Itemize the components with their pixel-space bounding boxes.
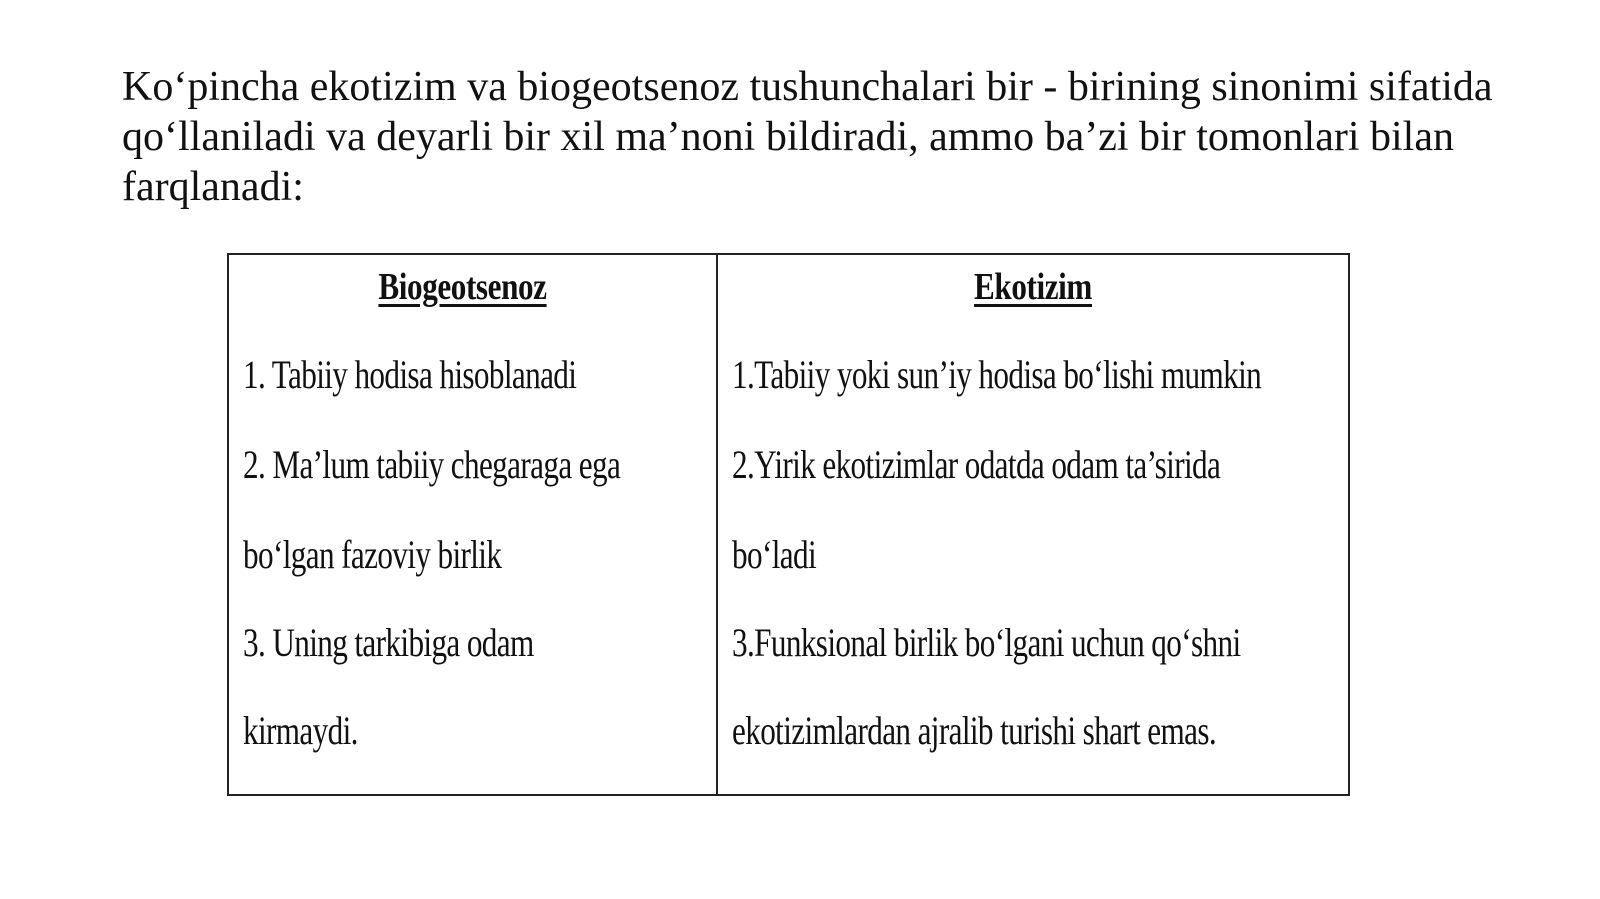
biogeotsenoz-line-3: bo‘lgan fazoviy birlik (243, 532, 502, 577)
biogeotsenoz-line-1: 1. Tabiiy hodisa hisoblanadi (243, 352, 577, 397)
comparison-table (227, 253, 1350, 796)
biogeotsenoz-line-4: 3. Uning tarkibiga odam (243, 620, 534, 665)
intro-paragraph: Ko‘pincha ekotizim va biogeotsenoz tushunchalari bir - birining sinonimi sifatida qo‘llaniladi va deyarli bir xil ma’noni bildiradi, ammo ba’zi bir tomonlari bilan farqlanadi: (122, 64, 1493, 210)
ekotizim-line-5: ekotizimlardan ajralib turishi shart emas. (732, 708, 1217, 753)
biogeotsenoz-line-2: 2. Ma’lum tabiiy chegaraga ega (243, 442, 621, 487)
ekotizim-header: Ekotizim (974, 266, 1092, 308)
ekotizim-line-1: 1.Tabiiy yoki sun’iy hodisa bo‘lishi mumkin (732, 352, 1262, 397)
biogeotsenoz-header: Biogeotsenoz (378, 266, 547, 308)
biogeotsenoz-column (229, 255, 718, 794)
ekotizim-line-2: 2.Yirik ekotizimlar odatda odam ta’sirida (732, 442, 1221, 487)
ekotizim-column (718, 255, 1348, 794)
biogeotsenoz-line-5: kirmaydi. (243, 708, 358, 753)
ekotizim-line-4: 3.Funksional birlik bo‘lgani uchun qo‘shni (732, 620, 1241, 665)
ekotizim-line-3: bo‘ladi (732, 532, 817, 577)
